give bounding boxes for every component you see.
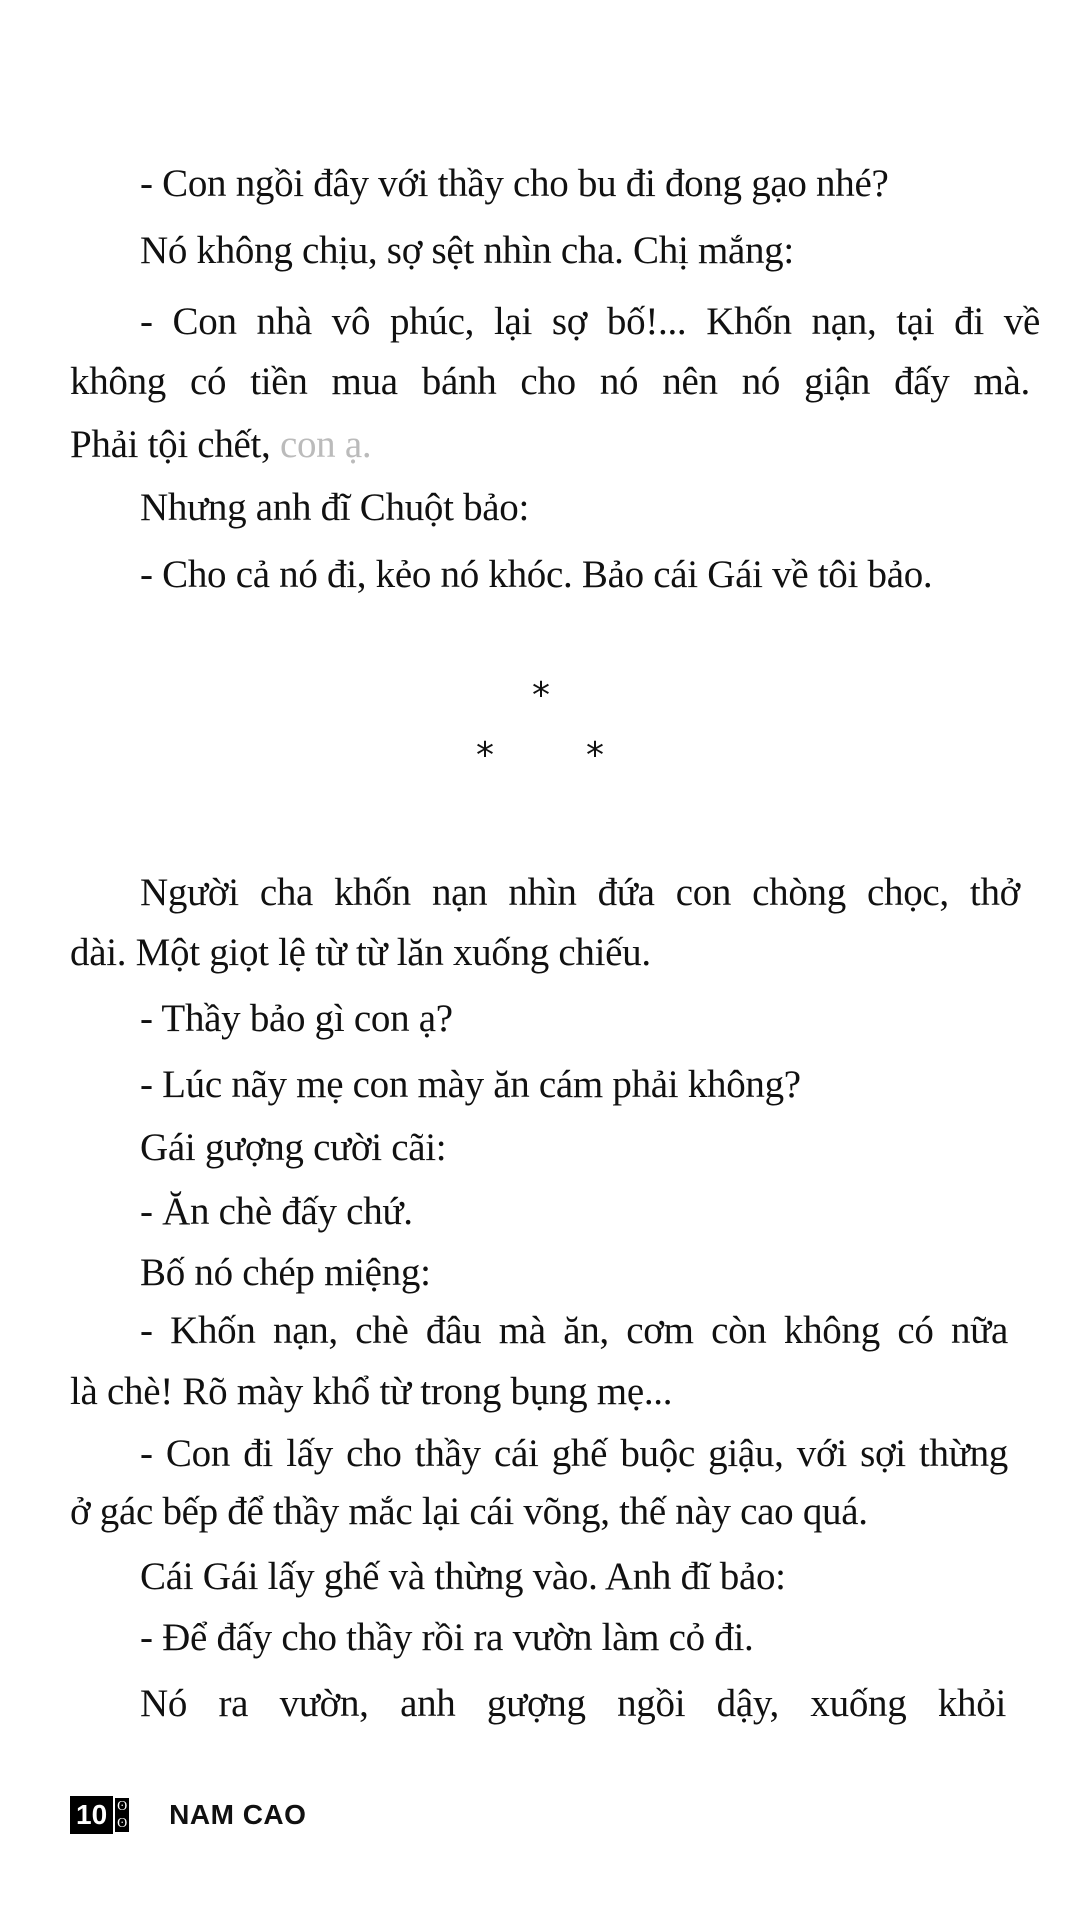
ornament-icon: ʘ ʘ xyxy=(117,1799,128,1831)
text-line: Nhưng anh đĩ Chuột bảo: xyxy=(140,486,530,529)
text-line: - Cho cả nó đi, kẻo nó khóc. Bảo cái Gái về tôi bảo. xyxy=(140,553,933,596)
text-line: Nó ra vườn, anh gượng ngồi dậy, xuống khỏi xyxy=(140,1682,1006,1725)
text-line: - Để đấy cho thầy rồi ra vườn làm cỏ đi. xyxy=(140,1616,754,1659)
text-line: là chè! Rõ mày khổ từ trong bụng mẹ... xyxy=(70,1370,673,1413)
page-number: 10 xyxy=(70,1796,113,1834)
text-line: dài. Một giọt lệ từ từ lăn xuống chiếu. xyxy=(70,931,651,974)
text-line: - Con nhà vô phúc, lại sợ bố!... Khốn nạn, tại đi về xyxy=(140,300,1040,343)
separator-star: * xyxy=(586,735,604,776)
separator-star: * xyxy=(532,675,550,716)
text-line: Bố nó chép miệng: xyxy=(140,1251,431,1294)
text-line: ở gác bếp để thầy mắc lại cái võng, thế này cao quá. xyxy=(70,1490,868,1533)
text-fragment: Phải tội chết, xyxy=(70,423,271,466)
text-line: - Lúc nãy mẹ con mày ăn cám phải không? xyxy=(140,1063,801,1106)
text-line: không có tiền mua bánh cho nó nên nó giận đấy mà. xyxy=(70,360,1030,403)
text-line: - Thầy bảo gì con ạ? xyxy=(140,997,453,1040)
text-line: - Con ngồi đây với thầy cho bu đi đong gạo nhé? xyxy=(140,162,889,205)
separator-star: * xyxy=(476,735,494,776)
faded-text-fragment: con ạ. xyxy=(279,423,372,466)
author-name: NAM CAO xyxy=(169,1799,307,1830)
text-line: Gái gượng cười cãi: xyxy=(140,1126,447,1169)
text-line: Người cha khốn nạn nhìn đứa con chòng chọc, thở xyxy=(140,871,1020,914)
text-line: - Ăn chè đấy chứ. xyxy=(140,1190,413,1233)
page-footer xyxy=(70,1796,306,1834)
text-line: Cái Gái lấy ghế và thừng vào. Anh đĩ bảo: xyxy=(140,1555,786,1598)
text-line xyxy=(70,421,371,469)
text-line: Nó không chịu, sợ sệt nhìn cha. Chị mắng: xyxy=(140,229,794,272)
text-line: - Con đi lấy cho thầy cái ghế buộc giậu, với sợi thừng xyxy=(140,1432,1008,1475)
text-line: - Khốn nạn, chè đâu mà ăn, cơm còn không có nữa xyxy=(140,1309,1008,1352)
